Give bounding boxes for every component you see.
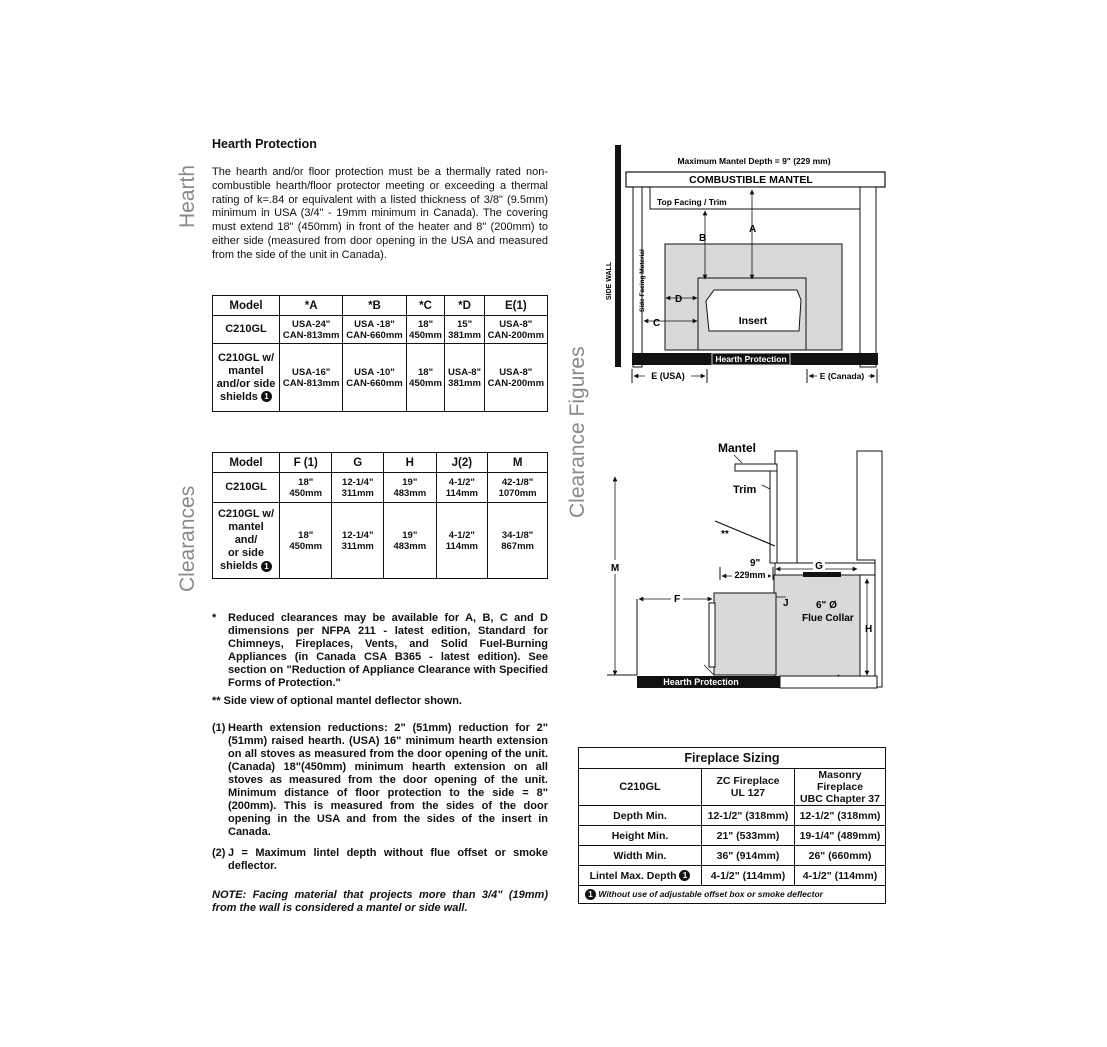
model-cell: C210GL xyxy=(213,473,280,503)
side-label-clearance-figures: Clearance Figures xyxy=(566,346,589,518)
intro-paragraph: The hearth and/or floor protection must be a thermally rated non-combustible hearth/floor protector meeting or exceeding a thermal rating of k=.84 or equivalent with a listed thickness of 3/8" (9.5mm) minimum in USA (3/4" - 19mm minimum in Canada). The covering must extend 18" (450mm) in front of the heater and 8" (200mm) to either side (measured from door opening in the USA and measured from the side of the unit in Canada). xyxy=(212,166,548,261)
table-cell: USA-24" CAN-813mm xyxy=(280,316,343,344)
table-cell: 12-1/4" 311mm xyxy=(332,503,384,579)
table-row xyxy=(579,866,886,886)
table-cell: 15" 381mm xyxy=(445,316,484,344)
note-one-icon: 1 xyxy=(261,391,272,402)
combustible-mantel-label: COMBUSTIBLE MANTEL xyxy=(689,174,813,186)
note-one-icon: 1 xyxy=(261,561,272,572)
table-cell: 18" 450mm xyxy=(280,503,332,579)
mantel-wall xyxy=(775,451,797,563)
model-cell: C210GL xyxy=(213,316,280,344)
table-cell: 4-1/2" (114mm) xyxy=(795,866,886,886)
table-cell: 4-1/2" 114mm xyxy=(436,503,488,579)
table-header: Model xyxy=(213,296,280,316)
sizing-footnote: 1 Without use of adjustable offset box or smoke deflector xyxy=(579,886,886,904)
table-cell: 12-1/2" (318mm) xyxy=(795,806,886,826)
table-cell: 21" (533mm) xyxy=(702,826,795,846)
table-header: G xyxy=(332,453,384,473)
trim-label: Trim xyxy=(733,484,757,496)
note-mantel-deflector: ** Side view of optional mantel deflector shown. xyxy=(212,695,462,707)
table-header: E(1) xyxy=(484,296,547,316)
row-label: Lintel Max. Depth 1 xyxy=(579,866,702,886)
table-cell: 18" 450mm xyxy=(406,316,445,344)
row-label: Depth Min. xyxy=(579,806,702,826)
table-row xyxy=(213,503,548,579)
table-header: *A xyxy=(280,296,343,316)
dimension-c-label: C xyxy=(653,318,661,329)
table-cell: 42-1/8" 1070mm xyxy=(488,473,548,503)
side-wall xyxy=(615,145,621,367)
dimension-b-label: B xyxy=(699,233,707,244)
table-cell: USA-8" CAN-200mm xyxy=(484,316,547,344)
row-label: Width Min. xyxy=(579,846,702,866)
flue-collar xyxy=(803,572,841,577)
table-cell: 19-1/4" (489mm) xyxy=(795,826,886,846)
table-cell: 4-1/2" 114mm xyxy=(436,473,488,503)
table-cell: 12-1/4" 311mm xyxy=(332,473,384,503)
table-header: Model xyxy=(213,453,280,473)
table-cell: USA -18" CAN-660mm xyxy=(343,316,406,344)
clearance-table-abcde xyxy=(212,295,548,412)
table-cell: USA -10" CAN-660mm xyxy=(343,344,406,412)
dimension-e-usa-label: E (USA) xyxy=(651,371,685,381)
table-cell: 26" (660mm) xyxy=(795,846,886,866)
side-label-hearth: Hearth xyxy=(176,164,199,228)
table-header: *C xyxy=(406,296,445,316)
max-mantel-depth-label: Maximum Mantel Depth = 9" (229 mm) xyxy=(677,156,831,166)
dimension-d-label: D xyxy=(675,294,683,305)
table-cell: 34-1/8" 867mm xyxy=(488,503,548,579)
table-row xyxy=(579,846,886,866)
top-facing-label: Top Facing / Trim xyxy=(657,197,727,207)
table-row xyxy=(213,473,548,503)
note-hearth-extension: (1) Hearth extension reductions: 2" (51mm) reduction for 2" (51mm) raised hearth. (USA) 16" minimum hearth extension on all stoves as measured from the door opening of the unit. (Canada) 18"(450mm) minimum hearth extension on all stoves as measured from the door opening of the unit. Minimum distance of floor protection to the side = 8" (200mm). This is measured from the sides of the door opening in the USA and from the sides of the insert in Canada. xyxy=(212,722,548,838)
table-cell: 18" 450mm xyxy=(280,473,332,503)
note-one-icon: 1 xyxy=(679,870,690,881)
stove-front xyxy=(714,593,776,675)
sizing-model: C210GL xyxy=(579,769,702,806)
sizing-col-masonry: Masonry Fireplace UBC Chapter 37 xyxy=(795,769,886,806)
dimension-m-label: M xyxy=(610,563,620,574)
table-cell: 12-1/2" (318mm) xyxy=(702,806,795,826)
hearth-protection-label: Hearth Protection xyxy=(715,354,787,364)
table-row xyxy=(213,344,548,412)
nine-inch-label: 9" xyxy=(750,558,761,569)
insert-body-side xyxy=(774,575,860,679)
mantel-shelf xyxy=(735,464,777,471)
model-cell: C210GL w/ mantel and/ or side shields 1 xyxy=(213,503,280,579)
nine-inch-mm-label: 229mm xyxy=(734,570,766,580)
table-cell: USA-8" CAN-200mm xyxy=(484,344,547,412)
table-cell: USA-16" CAN-813mm xyxy=(280,344,343,412)
dimension-f-label: F xyxy=(673,594,681,605)
hearth-protection-label-side: Hearth Protection xyxy=(663,677,739,687)
side-wall-label: SIDE WALL xyxy=(606,261,613,300)
table-header: *B xyxy=(343,296,406,316)
dimension-g-label: G xyxy=(815,561,823,572)
side-view-figure xyxy=(595,435,895,695)
fireplace-sizing-table xyxy=(578,747,886,904)
table-header: M xyxy=(488,453,548,473)
mantel-label: Mantel xyxy=(718,441,757,455)
table-header: F (1) xyxy=(280,453,332,473)
row-label: Height Min. xyxy=(579,826,702,846)
table-cell: 18" 450mm xyxy=(406,344,445,412)
table-cell: USA-8" 381mm xyxy=(445,344,484,412)
sizing-col-zc: ZC Fireplace UL 127 xyxy=(702,769,795,806)
note-one-icon: 1 xyxy=(585,889,596,900)
table-header: J(2) xyxy=(436,453,488,473)
note-facing-material: NOTE: Facing material that projects more than 3/4" (19mm) from the wall is considered a mantel or side wall. xyxy=(212,889,548,914)
insert-label: Insert xyxy=(738,315,768,327)
side-facing-label: Side Facing Material xyxy=(639,249,646,312)
section-heading: Hearth Protection xyxy=(212,137,317,151)
deflector-marker: ** xyxy=(721,529,729,540)
table-row xyxy=(579,806,886,826)
trim xyxy=(770,471,777,563)
flue-collar-label: Flue Collar xyxy=(802,613,854,624)
dimension-a-label: A xyxy=(749,224,757,235)
table-cell: 4-1/2" (114mm) xyxy=(702,866,795,886)
flue-collar-size: 6" Ø xyxy=(816,600,837,611)
dimension-e-canada-label: E (Canada) xyxy=(819,371,865,381)
side-label-clearances: Clearances xyxy=(176,485,199,592)
right-wall xyxy=(860,187,876,367)
table-cell: 19" 483mm xyxy=(384,473,436,503)
note-reduced-clearances: * Reduced clearances may be available for A, B, C and D dimensions per NFPA 211 - latest edition, Standard for Chimneys, Fireplaces, Vents, and Solid Fuel-Burning Appliances (in Canada CSA B365 - latest edition). See section on "Reduction of Appliance Clearance with Specified Forms of Protection." xyxy=(212,612,548,689)
dimension-h-label: H xyxy=(865,624,873,635)
sizing-title: Fireplace Sizing xyxy=(579,748,886,769)
table-row xyxy=(579,826,886,846)
model-cell: C210GL w/ mantel and/or side shields 1 xyxy=(213,344,280,412)
note-lintel-depth: (2) J = Maximum lintel depth without flue offset or smoke deflector. xyxy=(212,847,548,872)
clearance-table-fghjm xyxy=(212,452,548,579)
front-view-figure xyxy=(595,140,895,390)
table-cell: 19" 483mm xyxy=(384,503,436,579)
table-cell: 36" (914mm) xyxy=(702,846,795,866)
table-header: *D xyxy=(445,296,484,316)
table-row xyxy=(213,316,548,344)
dimension-j-label: J xyxy=(783,598,789,609)
table-header: H xyxy=(384,453,436,473)
